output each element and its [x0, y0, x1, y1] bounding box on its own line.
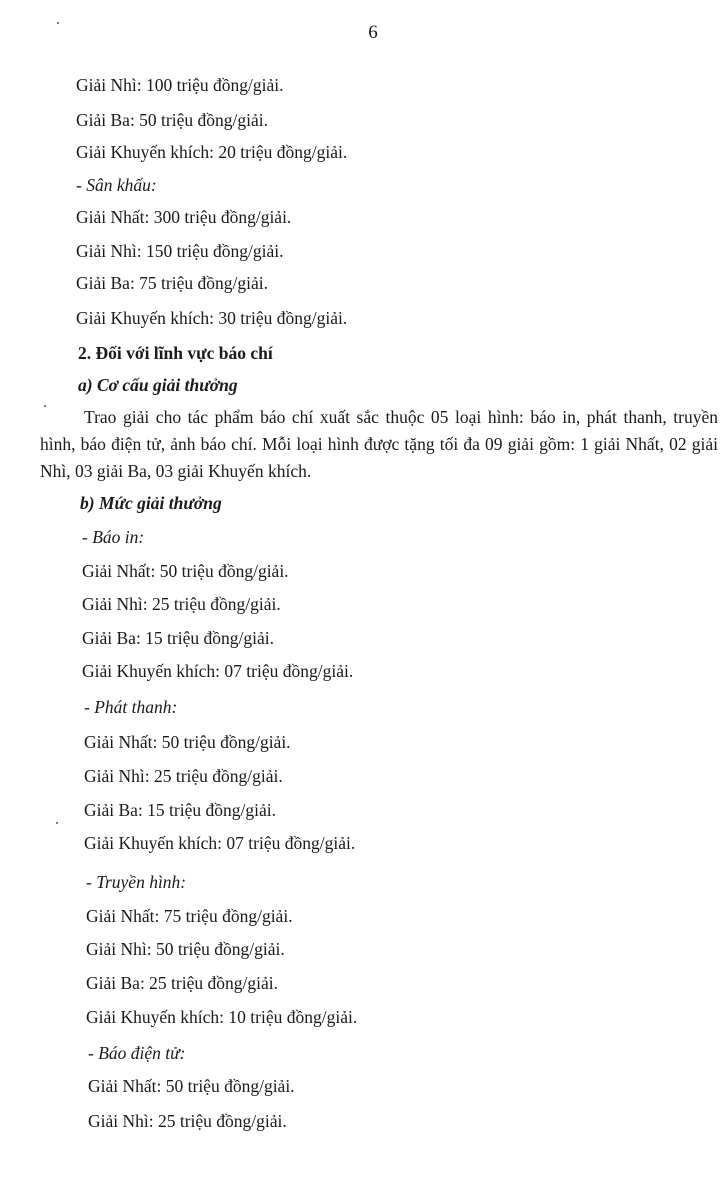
prize-line: Giải Ba: 15 triệu đồng/giải.	[82, 628, 274, 648]
prize-line: Giải Nhì: 25 triệu đồng/giải.	[82, 594, 281, 614]
prize-line: Giải Nhất: 50 triệu đồng/giải.	[82, 561, 289, 581]
category-heading: - Báo điện tử:	[88, 1043, 186, 1063]
prize-line: Giải Khuyến khích: 10 triệu đồng/giải.	[86, 1007, 358, 1027]
prize-line: Giải Ba: 25 triệu đồng/giải.	[86, 973, 278, 993]
category-heading: - Báo in:	[82, 527, 145, 547]
body-paragraph: Trao giải cho tác phẩm báo chí xuất sắc thuộc 05 loại hình: báo in, phát thanh, truyền hình, báo điện tử, ảnh báo chí. Mỗi loại hình được tặng tối đa 09 giải gồm: 1 giải Nhất, 02 giải Nhì, 03 giải Ba, 03 giải Khuyến khích.	[40, 407, 718, 481]
page-number: 6	[368, 22, 378, 43]
section-heading: 2. Đối với lĩnh vực báo chí	[78, 343, 273, 363]
prize-line: Giải Khuyến khích: 07 triệu đồng/giải.	[84, 833, 356, 853]
category-heading: - Phát thanh:	[84, 697, 178, 717]
prize-line: Giải Nhì: 25 triệu đồng/giải.	[84, 766, 283, 786]
prize-line: Giải Nhì: 50 triệu đồng/giải.	[86, 939, 285, 959]
prize-line: Giải Nhất: 75 triệu đồng/giải.	[86, 906, 293, 926]
scan-speck	[56, 822, 58, 824]
category-heading: - Sân khấu:	[76, 175, 157, 195]
prize-line: Giải Ba: 75 triệu đồng/giải.	[76, 273, 268, 293]
category-heading: - Truyền hình:	[86, 872, 187, 892]
prize-line: Giải Nhì: 100 triệu đồng/giải.	[76, 75, 284, 95]
prize-line: Giải Nhất: 50 triệu đồng/giải.	[88, 1076, 295, 1096]
prize-line: Giải Khuyến khích: 20 triệu đồng/giải.	[76, 142, 348, 162]
prize-line: Giải Khuyến khích: 07 triệu đồng/giải.	[82, 661, 354, 681]
subsection-heading: b) Mức giải thưởng	[80, 493, 222, 513]
prize-line: Giải Nhất: 50 triệu đồng/giải.	[84, 732, 291, 752]
prize-line: Giải Khuyến khích: 30 triệu đồng/giải.	[76, 308, 348, 328]
prize-line: Giải Nhì: 150 triệu đồng/giải.	[76, 241, 284, 261]
prize-line: Giải Nhất: 300 triệu đồng/giải.	[76, 207, 292, 227]
prize-line: Giải Ba: 50 triệu đồng/giải.	[76, 110, 268, 130]
subsection-heading: a) Cơ cấu giải thưởng	[78, 375, 238, 395]
prize-line: Giải Nhì: 25 triệu đồng/giải.	[88, 1111, 287, 1131]
prize-line: Giải Ba: 15 triệu đồng/giải.	[84, 800, 276, 820]
